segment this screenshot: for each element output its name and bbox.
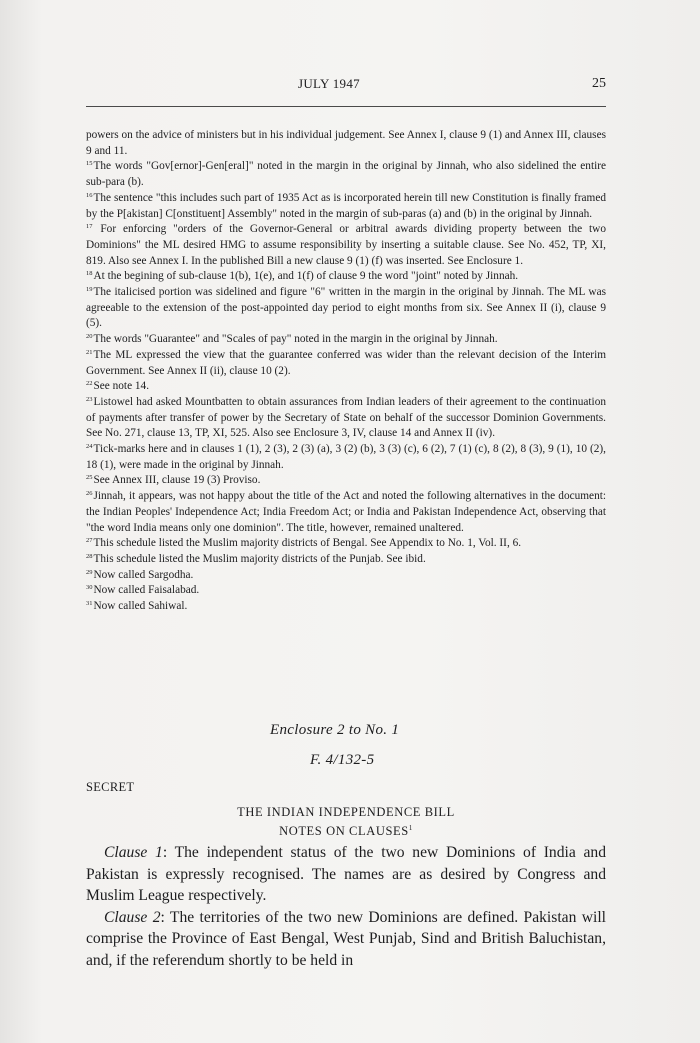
footnote: $^{20}$The words "Guarantee" and "Scales of pay" noted in the margin in the original by Jinnah. [86,333,498,346]
footnote: $^{25}$See Annex III, clause 19 (3) Proviso. [86,474,261,487]
bill-subtitle: NOTES ON CLAUSES$^1$ [279,824,413,838]
footnote: $^{15}$The words "Gov[ernor]-Gen[eral]" noted in the margin in the original by Jinnah, who also sidelined the entire sub-para (b). [86,160,606,189]
bill-title: THE INDIAN INDEPENDENCE BILL [237,805,455,819]
footnote-number: 25 [86,474,93,482]
running-title: JULY 1947 [298,76,360,91]
footnote: $^{19}$The italicised portion was sidelined and figure "6" written in the margin in the original by Jinnah. The ML was agreeable to the extension of the post-appointed day period to eight months from six. See Annex II (i), clause 9 (5). [86,286,606,330]
footnote: $^{27}$This schedule listed the Muslim majority districts of Bengal. See Appendix to No. 1, Vol. II, 6. [86,537,522,550]
footnote-number: 28 [86,552,93,560]
header-rule [86,106,606,107]
footnote-number: 18 [86,270,93,278]
footnote-number: 20 [86,333,93,341]
footnote-number: 15 [86,160,93,168]
clause-notes [86,842,606,972]
clause-paragraph: Clause 2: The territories of the two new Dominions are defined. Pakistan will comprise the Province of East Bengal, West Punjab, Sind and British Baluchistan, and, if the referendum shortly to be held in [86,908,607,969]
footnote-number: 29 [86,568,93,576]
footnote: $^{28}$This schedule listed the Muslim majority districts of the Punjab. See ibid. [86,552,426,565]
footnote-number: 31 [86,600,93,608]
clause-label: Clause 1 [104,844,163,861]
enclosure-heading: Enclosure 2 to No. 1 [270,722,400,738]
page-header [86,76,606,102]
footnote-number: 19 [86,286,93,294]
footnote-number: 21 [86,348,93,356]
footnote: $^{17}$ For enforcing "orders of the Governor-General or arbitral awards dividing property between the two Dominions" the ML desired HMG to assume responsibility by inserting a suitable clause. See No. 452, TP, XI, 819. Also see Annex I. In the published Bill a new clause 9 (1) (f) was inserted. See Enclosure 1. [86,223,606,267]
footnote-number: 16 [86,191,93,199]
footnote: $^{21}$The ML expressed the view that the guarantee conferred was wider than the relevant decision of the Interim Government. See Annex II (ii), clause 10 (2). [86,348,606,377]
file-reference: F. 4/132-5 [310,752,375,768]
footnote: $^{26}$Jinnah, it appears, was not happy about the title of the Act and noted the following alternatives in the document: the Indian Peoples' Independence Act; India Freedom Act; or India and Pakistan Independence Act, observing that "the word India means only one dominion". The title, however, remained unaltered. [86,490,606,534]
footnote: $^{16}$The sentence "this includes such part of 1935 Act as is incorporated herein till new Constitution is finally framed by the P[akistan] C[onstituent] Assembly" noted in the margin of sub-paras (a) and (b) in the original by Jinnah. [86,191,606,220]
footnote: $^{30}$Now called Faisalabad. [86,584,200,597]
footnote: $^{22}$See note 14. [86,380,150,393]
footnote-number: 24 [86,443,93,451]
footnote-number: 17 [86,223,93,231]
footnote: $^{24}$Tick-marks here and in clauses 1 (1), 2 (3), 2 (3) (a), 3 (2) (b), 3 (3) (c), 6 (2), 7 (1) (c), 8 (2), 8 (3), 9 (1), 10 (2), 18 (1), were made in the original by Jinnah. [86,443,606,471]
footnote-number: 23 [86,395,93,403]
subtitle-footnote-marker: 1 [408,824,413,832]
footnote: $^{31}$Now called Sahiwal. [86,600,188,613]
clause-paragraph: Clause 1: The independent status of the two new Dominions of India and Pakistan is expressly recognised. The names are as desired by Congress and Muslim League respectively. [86,844,606,905]
footnote-number: 22 [86,380,93,388]
clause-label: Clause 2 [104,908,161,926]
footnote: powers on the advice of ministers but in his individual judgement. See Annex I, clause 9 (1) and Annex III, clauses 9 and 11. [86,129,606,157]
classification-label: SECRET [86,780,135,794]
page-number: 25 [592,76,606,91]
footnote: $^{18}$At the begining of sub-clause 1(b), 1(e), and 1(f) of clause 9 the word "joint" noted by Jinnah. [86,270,519,283]
footnote: $^{29}$Now called Sargodha. [86,568,194,581]
footnote-number: 30 [86,584,93,592]
footnote-number: 26 [86,490,93,498]
footnote: $^{23}$Listowel had asked Mountbatten to obtain assurances from Indian leaders of their agreement to the continuation of payments after transfer of power by the Secretary of State on behalf of the successor Dominion Governments. See No. 271, clause 13, TP, XI, 525. Also see Enclosure 3, IV, clause 14 and Annex II (iv). [86,395,606,440]
footnote-number: 27 [86,537,93,545]
footnotes [86,128,606,615]
